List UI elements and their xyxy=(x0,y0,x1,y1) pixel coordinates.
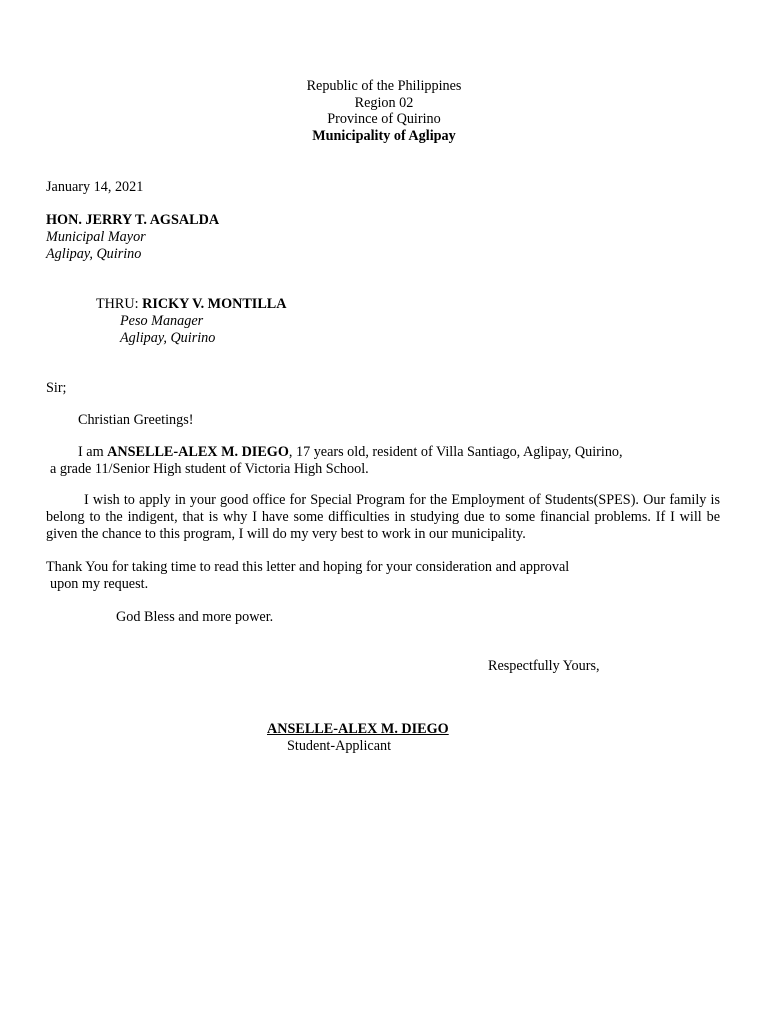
blessing: God Bless and more power. xyxy=(116,609,274,625)
thru-title: Peso Manager xyxy=(120,313,204,329)
header-region: Region 02 xyxy=(354,95,414,111)
letter-date: January 14, 2021 xyxy=(46,179,144,195)
recipient-name: HON. JERRY T. AGSALDA xyxy=(46,212,220,228)
intro-line-2: a grade 11/Senior High student of Victoria High School. xyxy=(50,461,369,477)
intro-line-1: I am ANSELLE-ALEX M. DIEGO, 17 years old, resident of Villa Santiago, Aglipay, Quirino, xyxy=(78,444,623,460)
header-province: Province of Quirino xyxy=(327,111,441,127)
thru-line: THRU: RICKY V. MONTILLA xyxy=(96,296,287,312)
recipient-title: Municipal Mayor xyxy=(46,229,146,245)
thanks-line-2: upon my request. xyxy=(50,576,149,592)
closing: Respectfully Yours, xyxy=(488,658,600,674)
salutation: Sir; xyxy=(46,380,67,396)
greeting: Christian Greetings! xyxy=(78,412,194,428)
recipient-location: Aglipay, Quirino xyxy=(46,246,142,262)
header-republic: Republic of the Philippines xyxy=(306,78,462,94)
signatory-role: Student-Applicant xyxy=(287,738,392,754)
thru-location: Aglipay, Quirino xyxy=(120,330,216,346)
header-municipality: Municipality of Aglipay xyxy=(312,128,456,144)
thanks-line-1: Thank You for taking time to read this letter and hoping for your consideration and approval xyxy=(46,559,570,575)
signatory-name: ANSELLE-ALEX M. DIEGO xyxy=(267,721,449,737)
body-paragraph: I wish to apply in your good office for Special Program for the Employment of Students(SPES). Our family is belong to the indigent, that is why I have some difficulties in studying due to some financial problems. If I will be given the chance to this program, I will do my very best to work in our municipality. xyxy=(46,492,720,542)
